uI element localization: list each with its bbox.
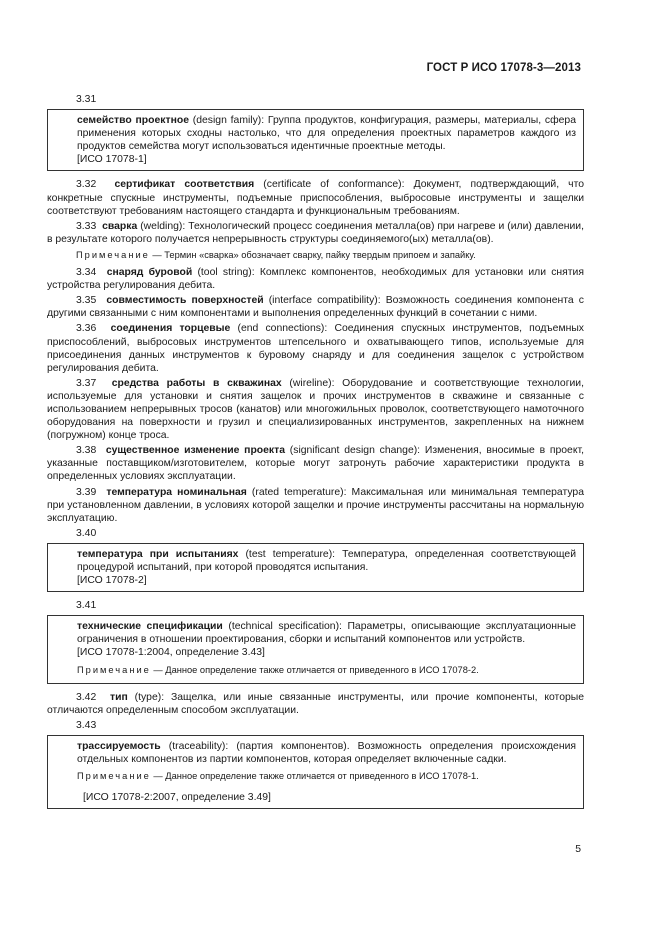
entry-number: 3.37 <box>76 377 97 389</box>
term: снаряд буровой <box>106 267 193 279</box>
definition-text: (test temperature): Температура, определенная соответствующей процедурой испытаний, при которой проводятся испытания. <box>77 548 577 573</box>
entry-number: 3.42 <box>76 691 97 703</box>
definition-3-38 <box>47 444 584 483</box>
note-label: Примечание <box>76 249 150 260</box>
note-label: Примечание <box>77 771 151 782</box>
term: технические спецификации <box>77 621 223 633</box>
entry-number: 3.38 <box>76 445 97 457</box>
entry-number: 3.40 <box>76 527 97 539</box>
entry-number: 3.43 <box>76 719 97 731</box>
definition-text: (traceability): (партия компонентов). Возможность определения происхождения отдельных компонентов из партии компонентов, которая определяет включенные садки. <box>77 740 576 766</box>
boxed-definition-3-41 <box>47 615 584 683</box>
definition-3-34 <box>47 266 584 292</box>
term: средства работы в скважинах <box>111 377 282 389</box>
source-reference: [ИСО 17078-2:2007, определение 3.49] <box>83 792 271 804</box>
definition-3-37 <box>47 377 584 442</box>
definition-3-36 <box>47 322 584 374</box>
source-reference: [ИСО 17078-1] <box>77 154 147 166</box>
definition-text: (certificate of conformance): Документ, подтверждающий, что конкретные спускные инструменты, подъемные приспособления, выбросовые инструменты и защелки соответствуют требованиям настоящего стандарта и функциональным требованиям. <box>47 179 585 217</box>
boxed-definition-3-43 <box>47 735 584 809</box>
page-number: 5 <box>575 844 581 855</box>
term: тип <box>110 691 128 703</box>
definition-3-32 <box>47 178 584 217</box>
term: трассируемость <box>77 740 161 752</box>
source-reference: [ИСО 17078-1:2004, определение 3.43] <box>77 647 265 659</box>
definition-text: (type): Защелка, или иные связанные инструменты, или прочие компоненты, которые отличаются определенным способом эксплуатации. <box>47 691 584 716</box>
definition-3-35 <box>47 294 584 320</box>
boxed-definition-3-40 <box>47 543 584 592</box>
definition-3-33 <box>47 220 584 246</box>
page-header-standard-code: ГОСТ Р ИСО 17078-3—2013 <box>426 62 581 74</box>
definition-text: (design family): Группа продуктов, конфигурация, размеры, материалы, сфера применения которых сходны настолько, что для определения проектных параметров каждого из продуктов семейства могут использоваться идентичные проектные методы. <box>77 115 576 153</box>
definition-text: (interface compatibility): Возможность соединения компонента с другими связанными с ним компонентами и выполнения определенных функций в сочетании с ними. <box>47 295 584 320</box>
term: температура при испытаниях <box>77 548 239 560</box>
note-text: — Термин «сварка» обозначает сварку, пайку твердым припоем и запайку. <box>149 249 476 260</box>
definition-text: (technical specification): Параметры, описывающие эксплуатационные ограничения в отношении проектирования, сборки и испытаний компонентов или устройств. <box>77 621 576 646</box>
term: сварка <box>102 220 138 232</box>
entry-number: 3.36 <box>76 323 97 335</box>
entry-number: 3.33 <box>76 220 97 232</box>
definition-text: (wireline): Оборудование и соответствующие технологии, используемые для установки и снятия защелок и прочих инструментов в скважине и связанные с использованием непрерывных тросов (канатов) или многожильных проволок, соответствующего намоточного оборудования на поверхности и грузил и специализированных инструментов, закрепленных на нижнем (погружном) конце троса. <box>47 377 584 442</box>
term: сертификат соответствия <box>114 179 255 191</box>
definition-3-42 <box>47 691 584 717</box>
definition-text: (welding): Технологический процесс соединения металла(ов) при нагреве и (или) давлении, в результате которого получается непрерывность структуры соединяемого(ых) металла(ов). <box>47 220 584 245</box>
definition-text: (end connections): Соединения спускных инструментов, подъемных приспособлений, выбросовых инструментов штепсельного и охватывающего типов, используемые для присоединения данных инструментов к буровому снаряду и для соединения защелок с устройством регулирования дебита. <box>47 323 584 374</box>
entry-number: 3.41 <box>76 600 97 612</box>
term: семейство проектное <box>77 115 189 127</box>
note-3-43 <box>77 770 576 783</box>
note-label: Примечание <box>77 664 151 675</box>
definition-text: (rated temperature): Максимальная или минимальная температура при установленном давлении, в условиях которой защелки и прочие инструменты рассчитаны на нормальную эксплуатацию. <box>47 486 584 524</box>
note-text: — Данное определение также отличается от приведенного в ИСО 17078-2. <box>150 664 479 675</box>
document-body <box>47 90 584 816</box>
definition-text: (tool string): Комплекс компонентов, необходимых для установки или снятия устройства регулирования дебита. <box>47 267 584 292</box>
entry-number: 3.35 <box>76 295 97 307</box>
definition-text: (significant design change): Изменения, вносимые в проект, указанные поставщиком/изготовителем, которые могут затронуть рабочие характеристики продукта в определенных условиях эксплуатации. <box>47 445 584 483</box>
definition-3-39 <box>47 486 584 525</box>
boxed-definition-3-31 <box>47 109 584 171</box>
entry-number: 3.31 <box>76 94 97 105</box>
note-3-33 <box>47 249 584 262</box>
term: существенное изменение проекта <box>105 445 285 457</box>
term: соединения торцевые <box>110 323 231 335</box>
entry-number: 3.34 <box>76 267 97 279</box>
note-text: — Данное определение также отличается от приведенного в ИСО 17078-1. <box>150 771 479 782</box>
term: совместимость поверхностей <box>106 295 264 307</box>
note-3-41 <box>77 664 576 677</box>
entry-number: 3.32 <box>76 179 97 191</box>
source-reference: [ИСО 17078-2] <box>77 575 147 587</box>
term: температура номинальная <box>106 486 247 498</box>
entry-number: 3.39 <box>76 486 97 498</box>
